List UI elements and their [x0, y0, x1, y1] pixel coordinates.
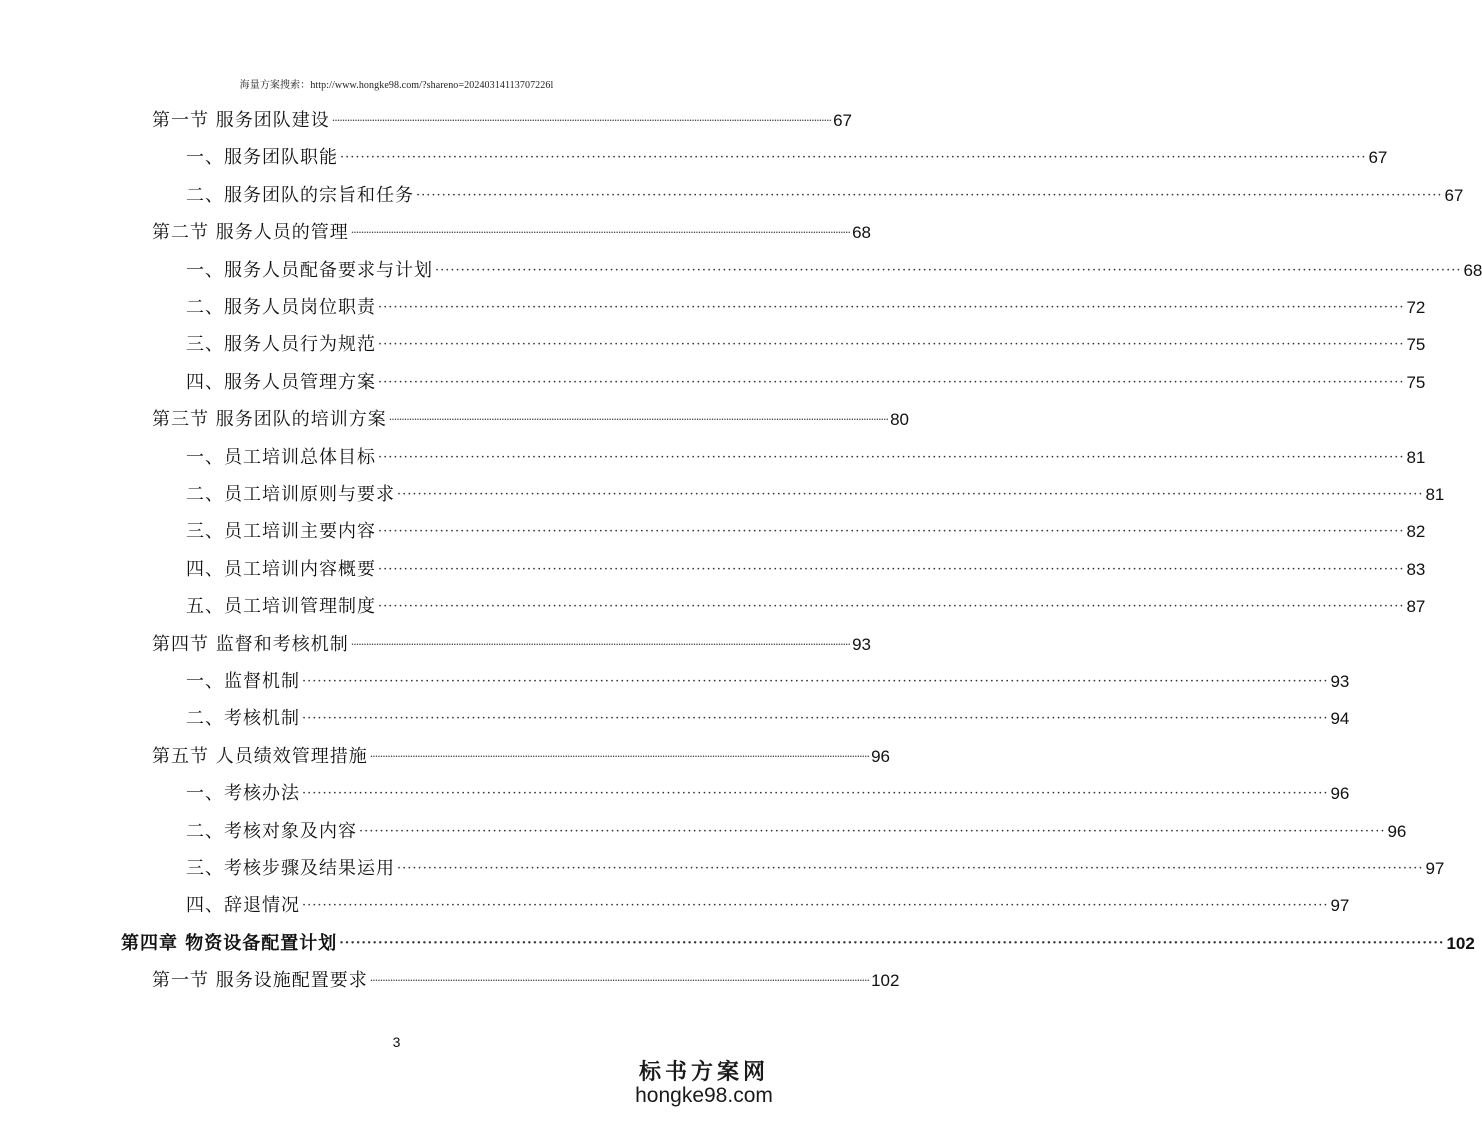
toc-leader-dots: ········································································································································································································: [331, 114, 832, 127]
toc-entry-page: 80: [890, 410, 909, 430]
toc-entry-title: 一、监督机制: [186, 671, 300, 692]
toc-leader-dots: ········································································································································································································: [378, 300, 1405, 315]
toc-entry-page: 87: [1406, 597, 1426, 617]
toc-entry-page: 96: [1387, 821, 1407, 841]
toc-entry[interactable]: [186, 667, 1350, 697]
toc-entry-title: 三、员工培训主要内容: [186, 521, 376, 543]
table-of-contents: [0, 100, 1482, 1000]
toc-leader-dots: ········································································································································································································: [378, 449, 1405, 465]
page-number: 3: [392, 1034, 401, 1050]
toc-entry-page: 81: [1425, 485, 1445, 504]
toc-entry-page: 72: [1406, 298, 1426, 317]
toc-entry[interactable]: [186, 293, 1426, 323]
toc-entry-title: 一、服务人员配备要求与计划: [186, 259, 433, 281]
toc-leader-dots: ········································································································································································································: [350, 226, 851, 240]
toc-entry-page: 96: [871, 746, 890, 766]
toc-entry-title: 一、服务团队职能: [186, 147, 338, 169]
toc-entry-page: 93: [852, 634, 871, 654]
toc-entry-page: 102: [871, 971, 900, 991]
toc-leader-dots: ········································································································································································································: [340, 150, 1367, 166]
toc-entry[interactable]: [186, 704, 1350, 734]
toc-leader-dots: ········································································································································································································: [416, 187, 1443, 203]
toc-leader-dots: ········································································································································································································: [359, 823, 1386, 839]
toc-entry[interactable]: [152, 966, 900, 996]
toc-entry-page: 102: [1446, 933, 1475, 953]
toc-leader-dots: ········································································································································································································: [369, 749, 870, 763]
toc-entry[interactable]: [186, 817, 1407, 847]
toc-entry-page: 93: [1330, 672, 1350, 691]
toc-leader-dots: ········································································································································································································: [378, 561, 1405, 577]
site-watermark-logo: [629, 1055, 779, 1108]
toc-entry[interactable]: [186, 181, 1464, 211]
toc-entry-title: 三、服务人员行为规范: [186, 334, 376, 356]
toc-entry-title: 一、员工培训总体目标: [186, 446, 376, 468]
toc-leader-dots: ········································································································································································································: [397, 861, 1424, 876]
toc-entry[interactable]: [186, 891, 1350, 921]
toc-entry[interactable]: [186, 592, 1426, 622]
toc-entry[interactable]: [186, 143, 1388, 173]
toc-entry-page: 83: [1406, 559, 1426, 579]
page-header: 海量方案搜索：http://www.hongke98.com/?shareno=20240314113707226l: [239, 80, 554, 91]
toc-entry-title: 三、考核步骤及结果运用: [186, 858, 395, 879]
toc-entry-title: 第三节 服务团队的培训方案: [152, 409, 387, 431]
toc-entry-title: 二、考核机制: [186, 708, 300, 730]
toc-entry-page: 96: [1330, 784, 1350, 804]
toc-entry[interactable]: [186, 854, 1445, 884]
toc-leader-dots: ········································································································································································································: [388, 413, 889, 427]
toc-entry-page: 75: [1406, 372, 1426, 392]
toc-entry[interactable]: [186, 517, 1426, 547]
toc-entry-title: 第四章 物资设备配置计划: [121, 932, 338, 954]
toc-entry[interactable]: [152, 742, 890, 772]
toc-leader-dots: ········································································································································································································: [350, 637, 851, 651]
toc-leader-dots: ········································································································································································································: [302, 786, 1329, 802]
toc-entry[interactable]: [186, 256, 1482, 286]
toc-entry[interactable]: [186, 330, 1426, 360]
toc-leader-dots: ········································································································································································································: [435, 262, 1462, 278]
toc-entry-title: 二、员工培训原则与要求: [186, 484, 395, 505]
toc-entry-title: 第五节 人员绩效管理措施: [152, 745, 368, 767]
toc-leader-dots: ········································································································································································································: [378, 524, 1405, 540]
toc-entry-page: 94: [1330, 709, 1350, 729]
toc-entry-page: 67: [833, 111, 852, 130]
toc-entry-page: 67: [1444, 185, 1464, 205]
toc-entry[interactable]: [186, 555, 1426, 585]
toc-leader-dots: ········································································································································································································: [302, 898, 1329, 914]
toc-entry[interactable]: [152, 106, 852, 136]
toc-entry-page: 97: [1425, 859, 1445, 878]
toc-entry[interactable]: [186, 480, 1445, 510]
toc-entry[interactable]: [152, 405, 909, 435]
toc-entry-title: 第一节 服务设施配置要求: [152, 970, 368, 992]
toc-entry-page: 68: [1463, 260, 1482, 280]
watermark-line-2: hongke98.com: [635, 1084, 773, 1107]
toc-leader-dots: ········································································································································································································: [302, 711, 1329, 727]
toc-entry-page: 75: [1406, 335, 1426, 355]
toc-leader-dots: ········································································································································································································: [378, 599, 1405, 615]
toc-leader-dots: ········································································································································································································: [378, 374, 1405, 390]
toc-entry-title: 二、服务团队的宗旨和任务: [186, 184, 414, 206]
toc-entry[interactable]: [186, 443, 1426, 473]
toc-entry-title: 第二节 服务人员的管理: [152, 222, 349, 244]
toc-leader-dots: ········································································································································································································: [339, 935, 1445, 951]
toc-entry-page: 82: [1406, 522, 1426, 542]
toc-entry-page: 67: [1368, 148, 1388, 168]
toc-leader-dots: ········································································································································································································: [397, 487, 1424, 502]
toc-entry[interactable]: [186, 779, 1350, 809]
toc-entry-title: 二、考核对象及内容: [186, 820, 357, 842]
toc-entry-page: 81: [1406, 447, 1426, 467]
toc-entry-title: 四、辞退情况: [186, 895, 300, 917]
watermark-line-1: 标书方案网: [638, 1059, 769, 1085]
toc-entry-page: 97: [1330, 896, 1350, 916]
toc-entry[interactable]: [186, 368, 1426, 398]
toc-entry-title: 一、考核办法: [186, 783, 300, 805]
toc-leader-dots: ········································································································································································································: [369, 974, 870, 988]
toc-entry-title: 五、员工培训管理制度: [186, 596, 376, 618]
toc-entry-title: 四、服务人员管理方案: [186, 371, 376, 393]
toc-entry[interactable]: [121, 929, 1475, 959]
toc-entry[interactable]: [152, 630, 871, 660]
toc-entry-page: 68: [852, 223, 871, 243]
toc-entry-title: 第四节 监督和考核机制: [152, 633, 349, 655]
toc-entry-title: 二、服务人员岗位职责: [186, 297, 376, 318]
toc-leader-dots: ········································································································································································································: [302, 674, 1329, 689]
toc-leader-dots: ········································································································································································································: [378, 337, 1405, 353]
toc-entry-title: 第一节 服务团队建设: [152, 110, 330, 131]
toc-entry[interactable]: [152, 218, 871, 248]
toc-entry-title: 四、员工培训内容概要: [186, 558, 376, 580]
